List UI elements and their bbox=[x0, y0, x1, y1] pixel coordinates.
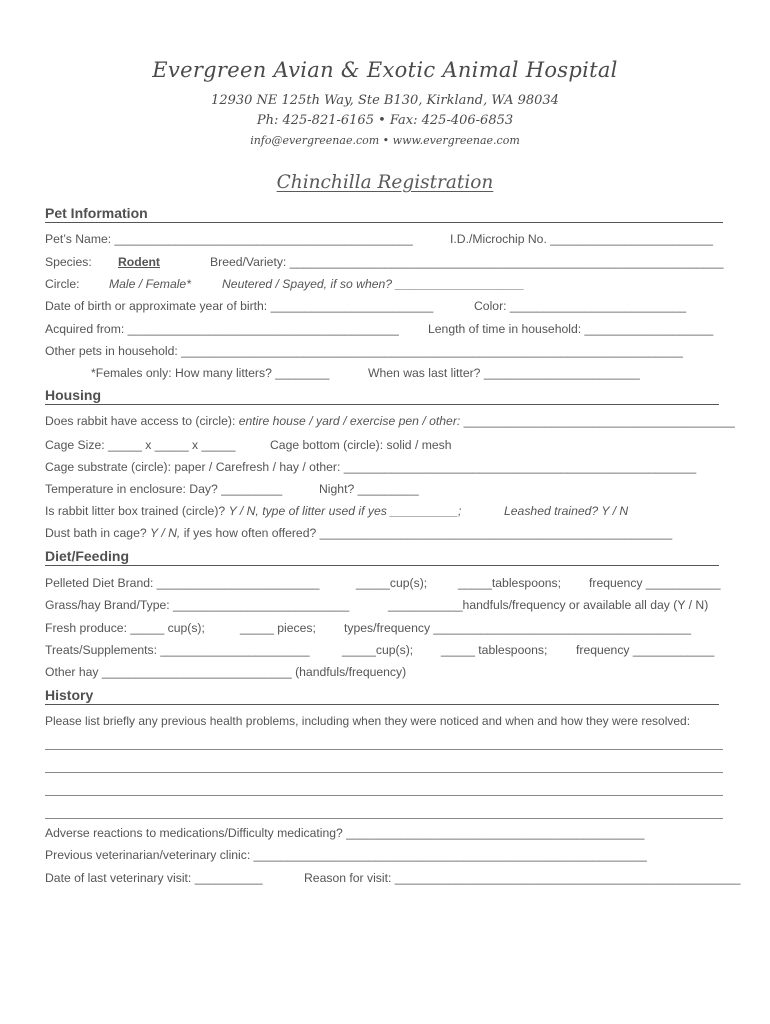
history-answer-line-4[interactable] bbox=[45, 818, 723, 819]
last-litter-field[interactable]: When was last litter? _______________________ bbox=[368, 366, 640, 380]
treats-cups-field[interactable]: _____cup(s); bbox=[342, 643, 414, 657]
cage-size-field[interactable]: Cage Size: _____ x _____ x _____ bbox=[45, 438, 236, 452]
substrate-field[interactable]: Cage substrate (circle): paper / Carefresh / hay / other: ____________________________________________________ bbox=[45, 460, 697, 474]
leashed-field[interactable]: Leashed trained? Y / N bbox=[504, 504, 629, 518]
access-line[interactable]: ________________________________________ bbox=[463, 414, 735, 428]
section-title: Diet/Feeding bbox=[45, 548, 130, 564]
pelleted-tbsp-field[interactable]: _____tablespoons; bbox=[458, 576, 562, 590]
microchip-field[interactable]: I.D./Microchip No. ________________________ bbox=[450, 232, 713, 246]
section-housing bbox=[45, 387, 719, 405]
species-label: Species: bbox=[45, 255, 92, 269]
breed-field[interactable]: Breed/Variety: ________________________________________________________________ bbox=[210, 255, 724, 269]
dob-field[interactable]: Date of birth or approximate year of birth: ________________________ bbox=[45, 299, 434, 313]
section-history bbox=[45, 687, 719, 705]
produce-pieces-field[interactable]: _____ pieces; bbox=[240, 621, 316, 635]
sex-options[interactable]: Male / Female* bbox=[109, 277, 191, 291]
history-answer-line-2[interactable] bbox=[45, 772, 723, 773]
visit-reason-field[interactable]: Reason for visit: ___________________________________________________ bbox=[304, 871, 741, 885]
grass-handfuls-field[interactable]: ___________handfuls/frequency or available all day (Y / N) bbox=[388, 598, 709, 612]
hospital-address: 12930 NE 125th Way, Ste B130, Kirkland, WA 98034 bbox=[211, 93, 559, 108]
litters-field[interactable]: *Females only: How many litters? ________ bbox=[91, 366, 330, 380]
species-value: Rodent bbox=[118, 255, 160, 269]
other-hay-field[interactable]: Other hay ____________________________ (handfuls/frequency) bbox=[45, 665, 407, 679]
pelleted-cups-field[interactable]: _____cup(s); bbox=[356, 576, 428, 590]
treats-field[interactable]: Treats/Supplements: ______________________ bbox=[45, 643, 310, 657]
dust-options[interactable]: Y / N, bbox=[150, 526, 181, 540]
section-title: Pet Information bbox=[45, 205, 148, 221]
form-title: Chinchilla Registration bbox=[276, 172, 494, 193]
dust-bath-field[interactable] bbox=[45, 525, 672, 541]
section-diet-feeding bbox=[45, 548, 719, 566]
access-options[interactable]: entire house / yard / exercise pen / other: bbox=[238, 414, 461, 428]
pelleted-frequency-field[interactable]: frequency ___________ bbox=[589, 576, 721, 590]
neutered-field[interactable]: Neutered / Spayed, if so when? ___________________ bbox=[222, 277, 525, 291]
color-field[interactable]: Color: __________________________ bbox=[474, 299, 687, 313]
produce-cups-field[interactable]: Fresh produce: _____ cup(s); bbox=[45, 621, 205, 635]
hospital-contact: info@evergreenae.com • www.evergreenae.com bbox=[250, 134, 520, 147]
temp-night-field[interactable]: Night? _________ bbox=[319, 482, 419, 496]
hospital-name: Evergreen Avian & Exotic Animal Hospital bbox=[152, 58, 618, 82]
section-title: History bbox=[45, 687, 94, 703]
history-answer-line-3[interactable] bbox=[45, 795, 723, 796]
pelleted-brand-field[interactable]: Pelleted Diet Brand: ________________________ bbox=[45, 576, 320, 590]
temp-day-field[interactable]: Temperature in enclosure: Day? _________ bbox=[45, 482, 283, 496]
litter-field[interactable] bbox=[45, 503, 461, 519]
treats-frequency-field[interactable]: frequency ____________ bbox=[576, 643, 715, 657]
litter-options[interactable]: Y / N, type of litter used if yes __________; bbox=[228, 504, 462, 518]
acquired-field[interactable]: Acquired from: ________________________________________ bbox=[45, 322, 399, 336]
adverse-reactions-field[interactable]: Adverse reactions to medications/Difficulty medicating? ____________________________________________ bbox=[45, 826, 645, 840]
circle-label: Circle: bbox=[45, 277, 80, 291]
dust-suffix[interactable]: if yes how often offered? ____________________________________________________ bbox=[183, 526, 673, 540]
produce-types-field[interactable]: types/frequency ______________________________________ bbox=[344, 621, 691, 635]
other-pets-field[interactable]: Other pets in household: __________________________________________________________________________ bbox=[45, 344, 683, 358]
grass-brand-field[interactable]: Grass/hay Brand/Type: __________________________ bbox=[45, 598, 350, 612]
history-prompt: Please list briefly any previous health problems, including when they were noticed and when and how they were resolved: bbox=[45, 714, 691, 728]
hospital-phone-fax: Ph: 425-821-6165 • Fax: 425-406-6853 bbox=[256, 113, 514, 128]
access-prefix: Does rabbit have access to (circle): bbox=[45, 414, 236, 428]
access-field[interactable] bbox=[45, 413, 735, 429]
length-in-household-field[interactable]: Length of time in household: ___________________ bbox=[428, 322, 714, 336]
dust-prefix: Dust bath in cage? bbox=[45, 526, 147, 540]
form-title-wrap bbox=[0, 172, 770, 193]
treats-tbsp-field[interactable]: _____ tablespoons; bbox=[441, 643, 548, 657]
litter-prefix: Is rabbit litter box trained (circle)? bbox=[45, 504, 226, 518]
history-answer-line-1[interactable] bbox=[45, 749, 723, 750]
pets-name-field[interactable]: Pet’s Name: ____________________________________________ bbox=[45, 232, 413, 246]
last-visit-date-field[interactable]: Date of last veterinary visit: __________ bbox=[45, 871, 263, 885]
section-pet-information bbox=[45, 205, 723, 223]
cage-bottom-field[interactable]: Cage bottom (circle): solid / mesh bbox=[270, 438, 452, 452]
previous-vet-field[interactable]: Previous veterinarian/veterinary clinic: __________________________________________________________ bbox=[45, 848, 647, 862]
section-title: Housing bbox=[45, 387, 101, 403]
